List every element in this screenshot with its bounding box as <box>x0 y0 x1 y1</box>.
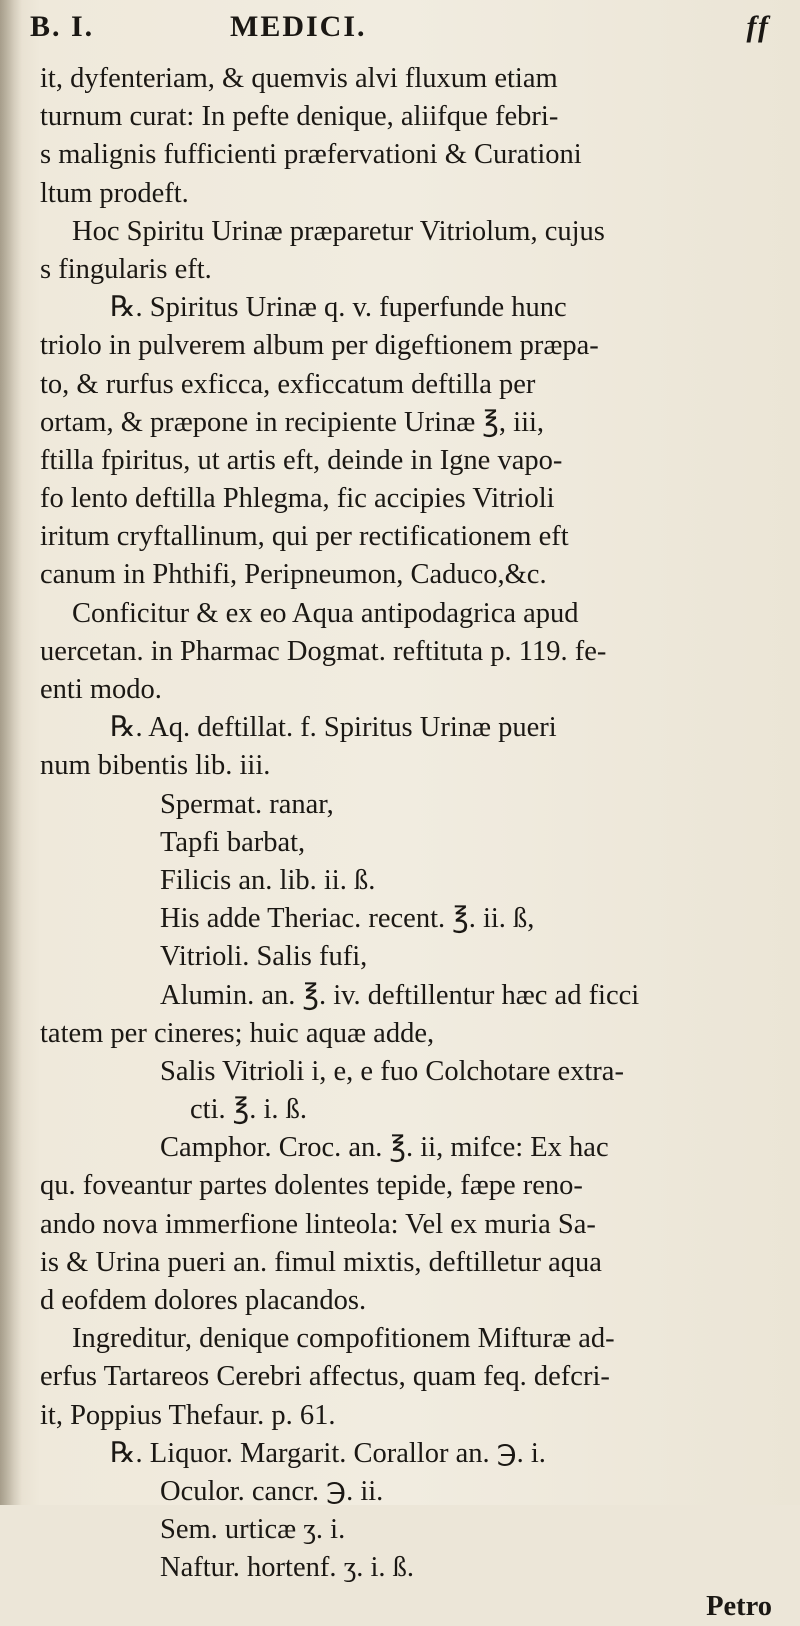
text-line: Sem. urticæ ʒ. i. <box>160 1514 346 1546</box>
text-line: ftilla fpiritus, ut artis eft, deinde in Igne vapo- <box>40 444 563 476</box>
text-line: qu. foveantur partes dolentes tepide, fæpe reno- <box>40 1170 583 1202</box>
text-line: enti modo. <box>40 674 162 705</box>
text-line: ℞. Spiritus Urinæ q. v. fuperfunde hunc <box>110 292 567 324</box>
text-line: iritum cryftallinum, qui per rectificationem eft <box>40 521 569 553</box>
text-line: Conficitur & ex eo Aqua antipodagrica apud <box>72 597 579 629</box>
text-line: uercetan. in Pharmac Dogmat. reftituta p. 119. fe- <box>40 635 607 667</box>
text-line: ando nova immerfione linteola: Vel ex muria Sa- <box>40 1208 596 1240</box>
header-title: MEDICI. <box>230 10 367 43</box>
text-line: fo lento deftilla Phlegma, fic accipies Vitrioli <box>40 483 555 515</box>
text-line: ltum prodeft. <box>40 177 189 209</box>
text-line: Tapfi barbat, <box>160 826 306 858</box>
text-line: Filicis an. lib. ii. ß. <box>160 864 376 896</box>
text-line: erfus Tartareos Cerebri affectus, quam feq. defcri- <box>40 1361 610 1393</box>
text-line: s malignis fufficienti præfervationi & Curationi <box>40 139 582 171</box>
catchword: Petro <box>706 1590 772 1622</box>
text-line: turnum curat: In pefte denique, aliifque febri- <box>40 101 559 133</box>
text-line: His adde Theriac. recent. ℥. ii. ß, <box>160 903 535 935</box>
text-line: is & Urina pueri an. fimul mixtis, deftilletur aqua <box>40 1246 602 1278</box>
text-line: d eofdem dolores placandos. <box>40 1285 367 1316</box>
text-line: num bibentis lib. iii. <box>40 750 271 782</box>
text-line: it, dyfenteriam, & quemvis alvi fluxum etiam <box>40 63 558 94</box>
text-line: Salis Vitrioli i, e, e fuo Colchotare extra- <box>160 1055 624 1087</box>
text-line: ℞. Liquor. Margarit. Corallor an. ℈. i. <box>110 1437 546 1469</box>
text-line: ℞. Aq. deftillat. f. Spiritus Urinæ pueri <box>110 712 557 744</box>
text-line: it, Poppius Thefaur. p. 61. <box>40 1399 336 1431</box>
text-line: Hoc Spiritu Urinæ præparetur Vitriolum, cujus <box>72 215 605 247</box>
text-line: Vitrioli. Salis fufi, <box>160 941 368 973</box>
running-header <box>30 10 770 50</box>
text-line: Alumin. an. ℥. iv. deftillentur hæc ad ficci <box>160 979 640 1011</box>
text-line: Oculor. cancr. ℈. ii. <box>160 1475 384 1507</box>
text-line: Naftur. hortenf. ʒ. i. ß. <box>160 1552 415 1584</box>
text-line: canum in Phthifi, Peripneumon, Caduco,&c. <box>40 559 547 591</box>
text-line: cti. ℥. i. ß. <box>190 1094 307 1126</box>
body-text <box>40 60 782 1626</box>
text-line: ortam, & præpone in recipiente Urinæ ℥, iii, <box>40 406 545 438</box>
text-line: triolo in pulverem album per digeftionem præpa- <box>40 330 599 362</box>
text-line: Spermat. ranar, <box>160 788 334 820</box>
header-right: ff <box>746 10 770 43</box>
text-line: Camphor. Croc. an. ℥. ii, mifce: Ex hac <box>160 1132 609 1164</box>
text-line: to, & rurfus exficca, exficcatum deftilla per <box>40 368 536 400</box>
text-line: Ingreditur, denique compofitionem Mifturæ ad- <box>72 1323 615 1355</box>
text-line: tatem per cineres; huic aquæ adde, <box>40 1017 435 1049</box>
header-left: B. I. <box>30 10 95 43</box>
text-line: s fingularis eft. <box>40 253 212 285</box>
gutter-shadow <box>0 0 22 1505</box>
